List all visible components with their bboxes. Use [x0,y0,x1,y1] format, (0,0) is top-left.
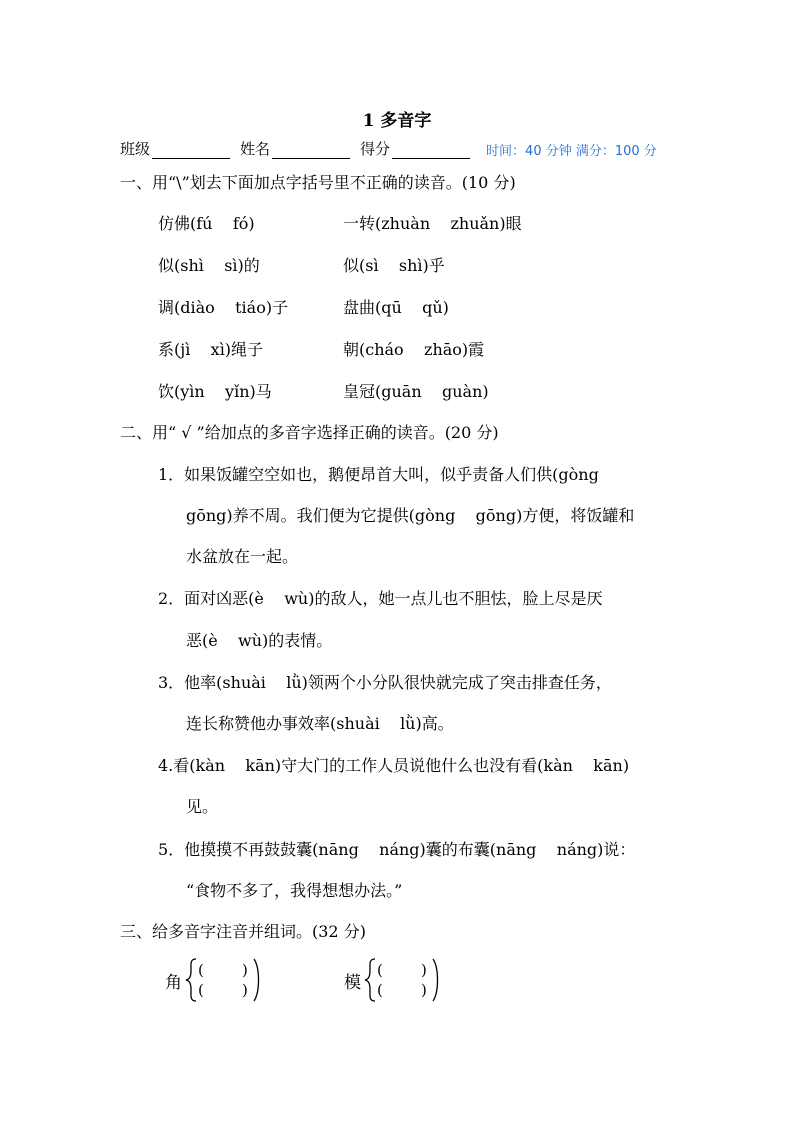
answer-slot[interactable]: ( ) [377,961,427,979]
pinyin-group-2 [344,958,441,1002]
question-line: 水盆放在一起。 [186,547,299,566]
answer-slot[interactable]: ( ) [377,981,427,999]
page-title: 1 多音字 [362,111,432,131]
section2-heading: 二、用“ √ ”给加点的多音字选择正确的读音。(20 分) [120,423,499,442]
pinyin-group-1 [165,958,262,1002]
section1-right-item: 朝(cháo zhāo)霞 [343,340,485,359]
info-line [120,138,680,159]
section1-left-item: 系(jì xì)绳子 [158,340,264,359]
section1-right-item: 似(sì shì)乎 [343,256,445,275]
question-line: gōng)养不周。我们便为它提供(gòng gōng)方便，将饭罐和 [186,506,635,525]
section1-left-item: 仿佛(fú fó) [158,214,255,233]
left-brace-icon [184,958,198,1002]
left-brace-icon [363,958,377,1002]
section1-right-item: 一转(zhuàn zhuǎn)眼 [343,214,522,233]
section1-left-item: 饮(yìn yǐn)马 [158,382,272,401]
question-line: 4.看(kàn kān)守大门的工作人员说他什么也没有看(kàn kān) [158,756,630,775]
answer-slot[interactable]: ( ) [198,961,248,979]
answer-parens [377,960,427,1000]
question-line: 2．面对凶恶(è wù)的敌人，她一点儿也不胆怯，脸上尽是厌 [158,589,603,608]
section1-right-item: 皇冠(guān guàn) [343,382,489,401]
score-blank[interactable] [392,142,470,159]
question-line: 1．如果饭罐空空如也，鹅便昂首大叫，似乎责备人们供(gòng [158,465,599,484]
answer-parens [198,960,248,1000]
right-paren-icon [431,958,441,1002]
polyphone-char: 模 [344,972,361,993]
question-line: 见。 [186,797,219,816]
time-info: 时间：40 分钟 满分：100 分 [486,144,657,159]
question-line: 5．他摸摸不再鼓鼓囊(nāng náng)囊的布囊(nāng náng)说： [158,840,636,859]
name-label: 姓名 [240,140,271,158]
question-line: “食物不多了，我得想想办法。” [186,881,403,900]
question-line: 恶(è wù)的表情。 [186,631,333,650]
class-label: 班级 [120,140,151,158]
section1-left-item: 似(shì sì)的 [158,256,260,275]
right-paren-icon [252,958,262,1002]
class-blank[interactable] [152,142,230,159]
name-blank[interactable] [272,142,350,159]
score-label: 得分 [360,140,391,158]
section1-left-item: 调(diào tiáo)子 [158,298,289,317]
question-line: 3．他率(shuài lǜ)领两个小分队很快就完成了突击排查任务， [158,673,612,692]
question-line: 连长称赞他办事效率(shuài lǜ)高。 [186,714,454,733]
section3-heading: 三、给多音字注音并组词。(32 分) [120,922,366,941]
section1-right-item: 盘曲(qū qǔ) [343,298,449,317]
polyphone-char: 角 [165,972,182,993]
section1-heading: 一、用“\”划去下面加点字括号里不正确的读音。(10 分) [120,173,516,192]
answer-slot[interactable]: ( ) [198,981,248,999]
